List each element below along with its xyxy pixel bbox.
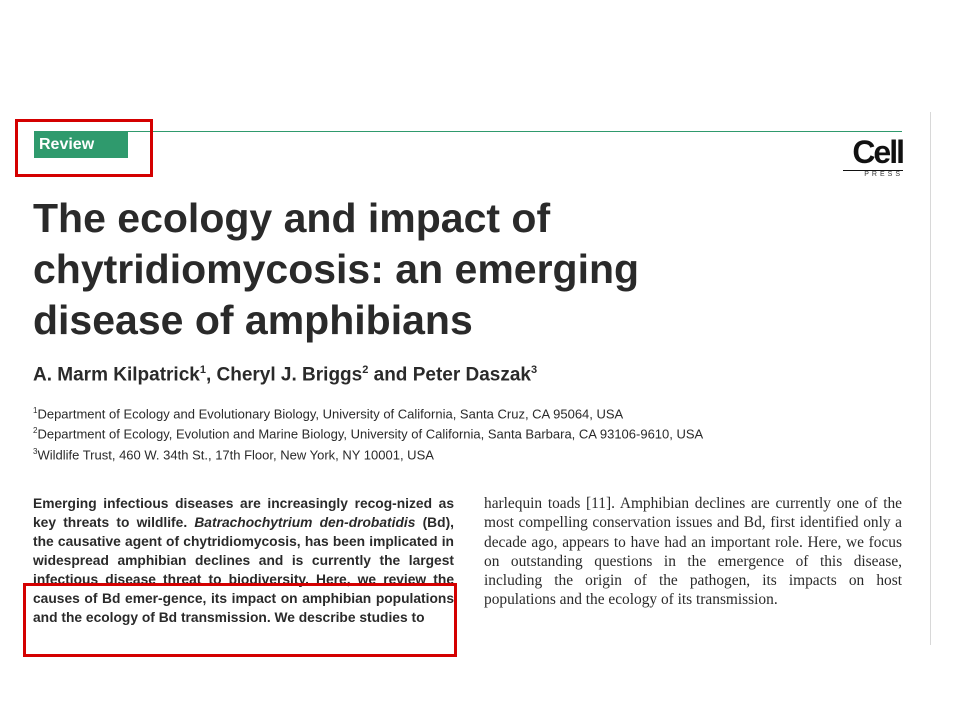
title-line: chytridiomycosis: an emerging — [33, 246, 640, 292]
cell-logo-word: Cell — [852, 134, 903, 170]
author-separator: , — [205, 364, 217, 386]
author-affil-number: 1 — [199, 364, 206, 376]
review-tag: Review — [34, 132, 128, 158]
author-affil-number: 2 — [362, 364, 369, 376]
affiliation-list — [33, 402, 703, 463]
affiliation — [33, 443, 703, 463]
highlight-box-abstract — [23, 583, 457, 657]
affiliation-number: 2 — [33, 426, 38, 436]
author-name: Cheryl J. Briggs — [216, 364, 363, 386]
author-name: Peter Daszak — [412, 364, 531, 386]
author-separator: and — [368, 364, 413, 386]
header-rule — [34, 131, 902, 132]
highlight-box-review-tag — [15, 119, 153, 177]
author-name: A. Marm Kilpatrick — [33, 364, 200, 386]
cell-press-logo — [843, 136, 903, 180]
author-affil-number: 3 — [531, 364, 538, 376]
abstract-text: (Bd), the causative agent of chytridiomycosis, has been implicated in widespread amphibian declines and is currently the largest infectious disease threat to biodiversity. Here, we review the causes of Bd emer-gence, its impact on amphibian populations and the ecology of Bd transmission. We describe studies to — [33, 515, 454, 625]
page-edge-divider — [930, 112, 931, 645]
intro-column: harlequin toads [11]. Amphibian declines are currently one of the most compelling conservation issues and Bd, first identified only a decade ago, appears to have had an important role. Here, we focus on outstanding questions in the emergence of this disease, including the origin of the pathogen, its impacts on host populations and the ecology of its transmission. — [484, 495, 902, 609]
title-line: disease of amphibians — [33, 297, 473, 343]
affiliation-text: Department of Ecology, Evolution and Marine Biology, University of California, Santa Barbara, CA 93106-9610, USA — [37, 426, 704, 442]
abstract-text: Emerging infectious diseases are increasingly recog-nized as key threats to wildlife. — [33, 496, 454, 530]
abstract-species-name: Batrachochytrium den-drobatidis — [194, 515, 416, 530]
affiliation-number: 3 — [33, 446, 38, 456]
affiliation-text: Department of Ecology and Evolutionary Biology, University of California, Santa Cruz, CA 95064, USA — [37, 406, 624, 422]
author-list — [33, 364, 537, 386]
title-line: The ecology and impact of — [33, 195, 551, 241]
article-title — [33, 193, 793, 346]
cell-logo-press: PRESS — [843, 170, 903, 179]
affiliation-number: 1 — [33, 406, 38, 415]
affiliation-text: Wildlife Trust, 460 W. 34th St., 17th Floor, New York, NY 10001, USA — [37, 446, 434, 462]
affiliation — [33, 422, 703, 442]
affiliation — [33, 402, 703, 422]
